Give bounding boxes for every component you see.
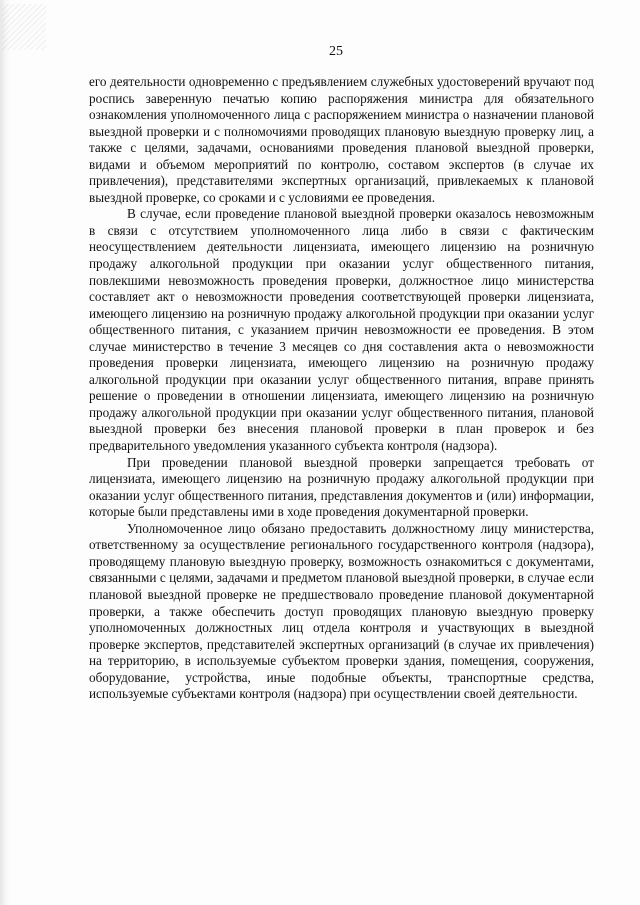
paragraph-4: Уполномоченное лицо обязано предоставить должностному лицу министерства, ответственному за осуществление регионального государственного контроля (надзора), проводящему плановую выездную проверку, возможность ознакомиться с документами, связанными с целями, задачами и предметом плановой выездной проверки, в случае если плановой выездной проверке не предшествовало проведение плановой документарной проверки, а также обеспечить доступ проводящих плановую выездную проверку уполномоченных должностных лиц отдела контроля и участвующих в выездной проверке экспертов, представителей экспертных организаций (в случае их привлечения) на территорию, в используемые субъектом проверки здания, помещения, сооружения, оборудование, устройства, иные подобные объекты, транспортные средства, используемые субъектами контроля (надзора) при осуществлении своей деятельности. [89,520,594,702]
document-body [89,74,594,703]
paragraph-1: его деятельности одновременно с предъявлением служебных удостоверений вручают под роспись заверенную печатью копию распоряжения министра для обязательного ознакомления уполномоченного лица с распоряжением министра о назначении плановой выездной проверки и с полномочиями проводящих плановую выездную проверку лиц, а также с целями, задачами, основаниями проведения плановой выездной проверки, видами и объемом мероприятий по контролю, составом экспертов (в случае их привлечения), представителями экспертных организаций, привлекаемых к плановой выездной проверке, со сроками и с условиями ее проведения. [89,74,594,205]
paragraph-3: При проведении плановой выездной проверки запрещается требовать от лицензиата, имеющего лицензию на розничную продажу алкогольной продукции при оказании услуг общественного питания, представления документов и (или) информации, которые были представлены ими в ходе проведения документарной проверки. [89,454,594,520]
paragraph-2: В случае, если проведение плановой выездной проверки оказалось невозможным в связи с отсутствием уполномоченного лица либо в связи с фактическим неосуществлением деятельности лицензиата, имеющего лицензию на розничную продажу алкогольной продукции при оказании услуг общественного питания, повлекшими невозможность проведения проверки, должностное лицо министерства составляет акт о невозможности проведения соответствующей проверки лицензиата, имеющего лицензию на розничную продажу алкогольной продукции при оказании услуг общественного питания, с указанием причин невозможности ее проведения. В этом случае министерство в течение 3 месяцев со дня составления акта о невозможности проведения проверки лицензиата, имеющего лицензию на розничную продажу алкогольной продукции при оказании услуг общественного питания, вправе принять решение о проведении в отношении лицензиата, имеющего лицензию на розничную продажу алкогольной продукции при оказании услуг общественного питания, плановой выездной проверки без внесения плановой проверки в план проверок и без предварительного уведомления указанного субъекта контроля (надзора). [89,206,594,454]
page-number: 25 [329,44,343,59]
scan-left-edge [0,0,10,905]
